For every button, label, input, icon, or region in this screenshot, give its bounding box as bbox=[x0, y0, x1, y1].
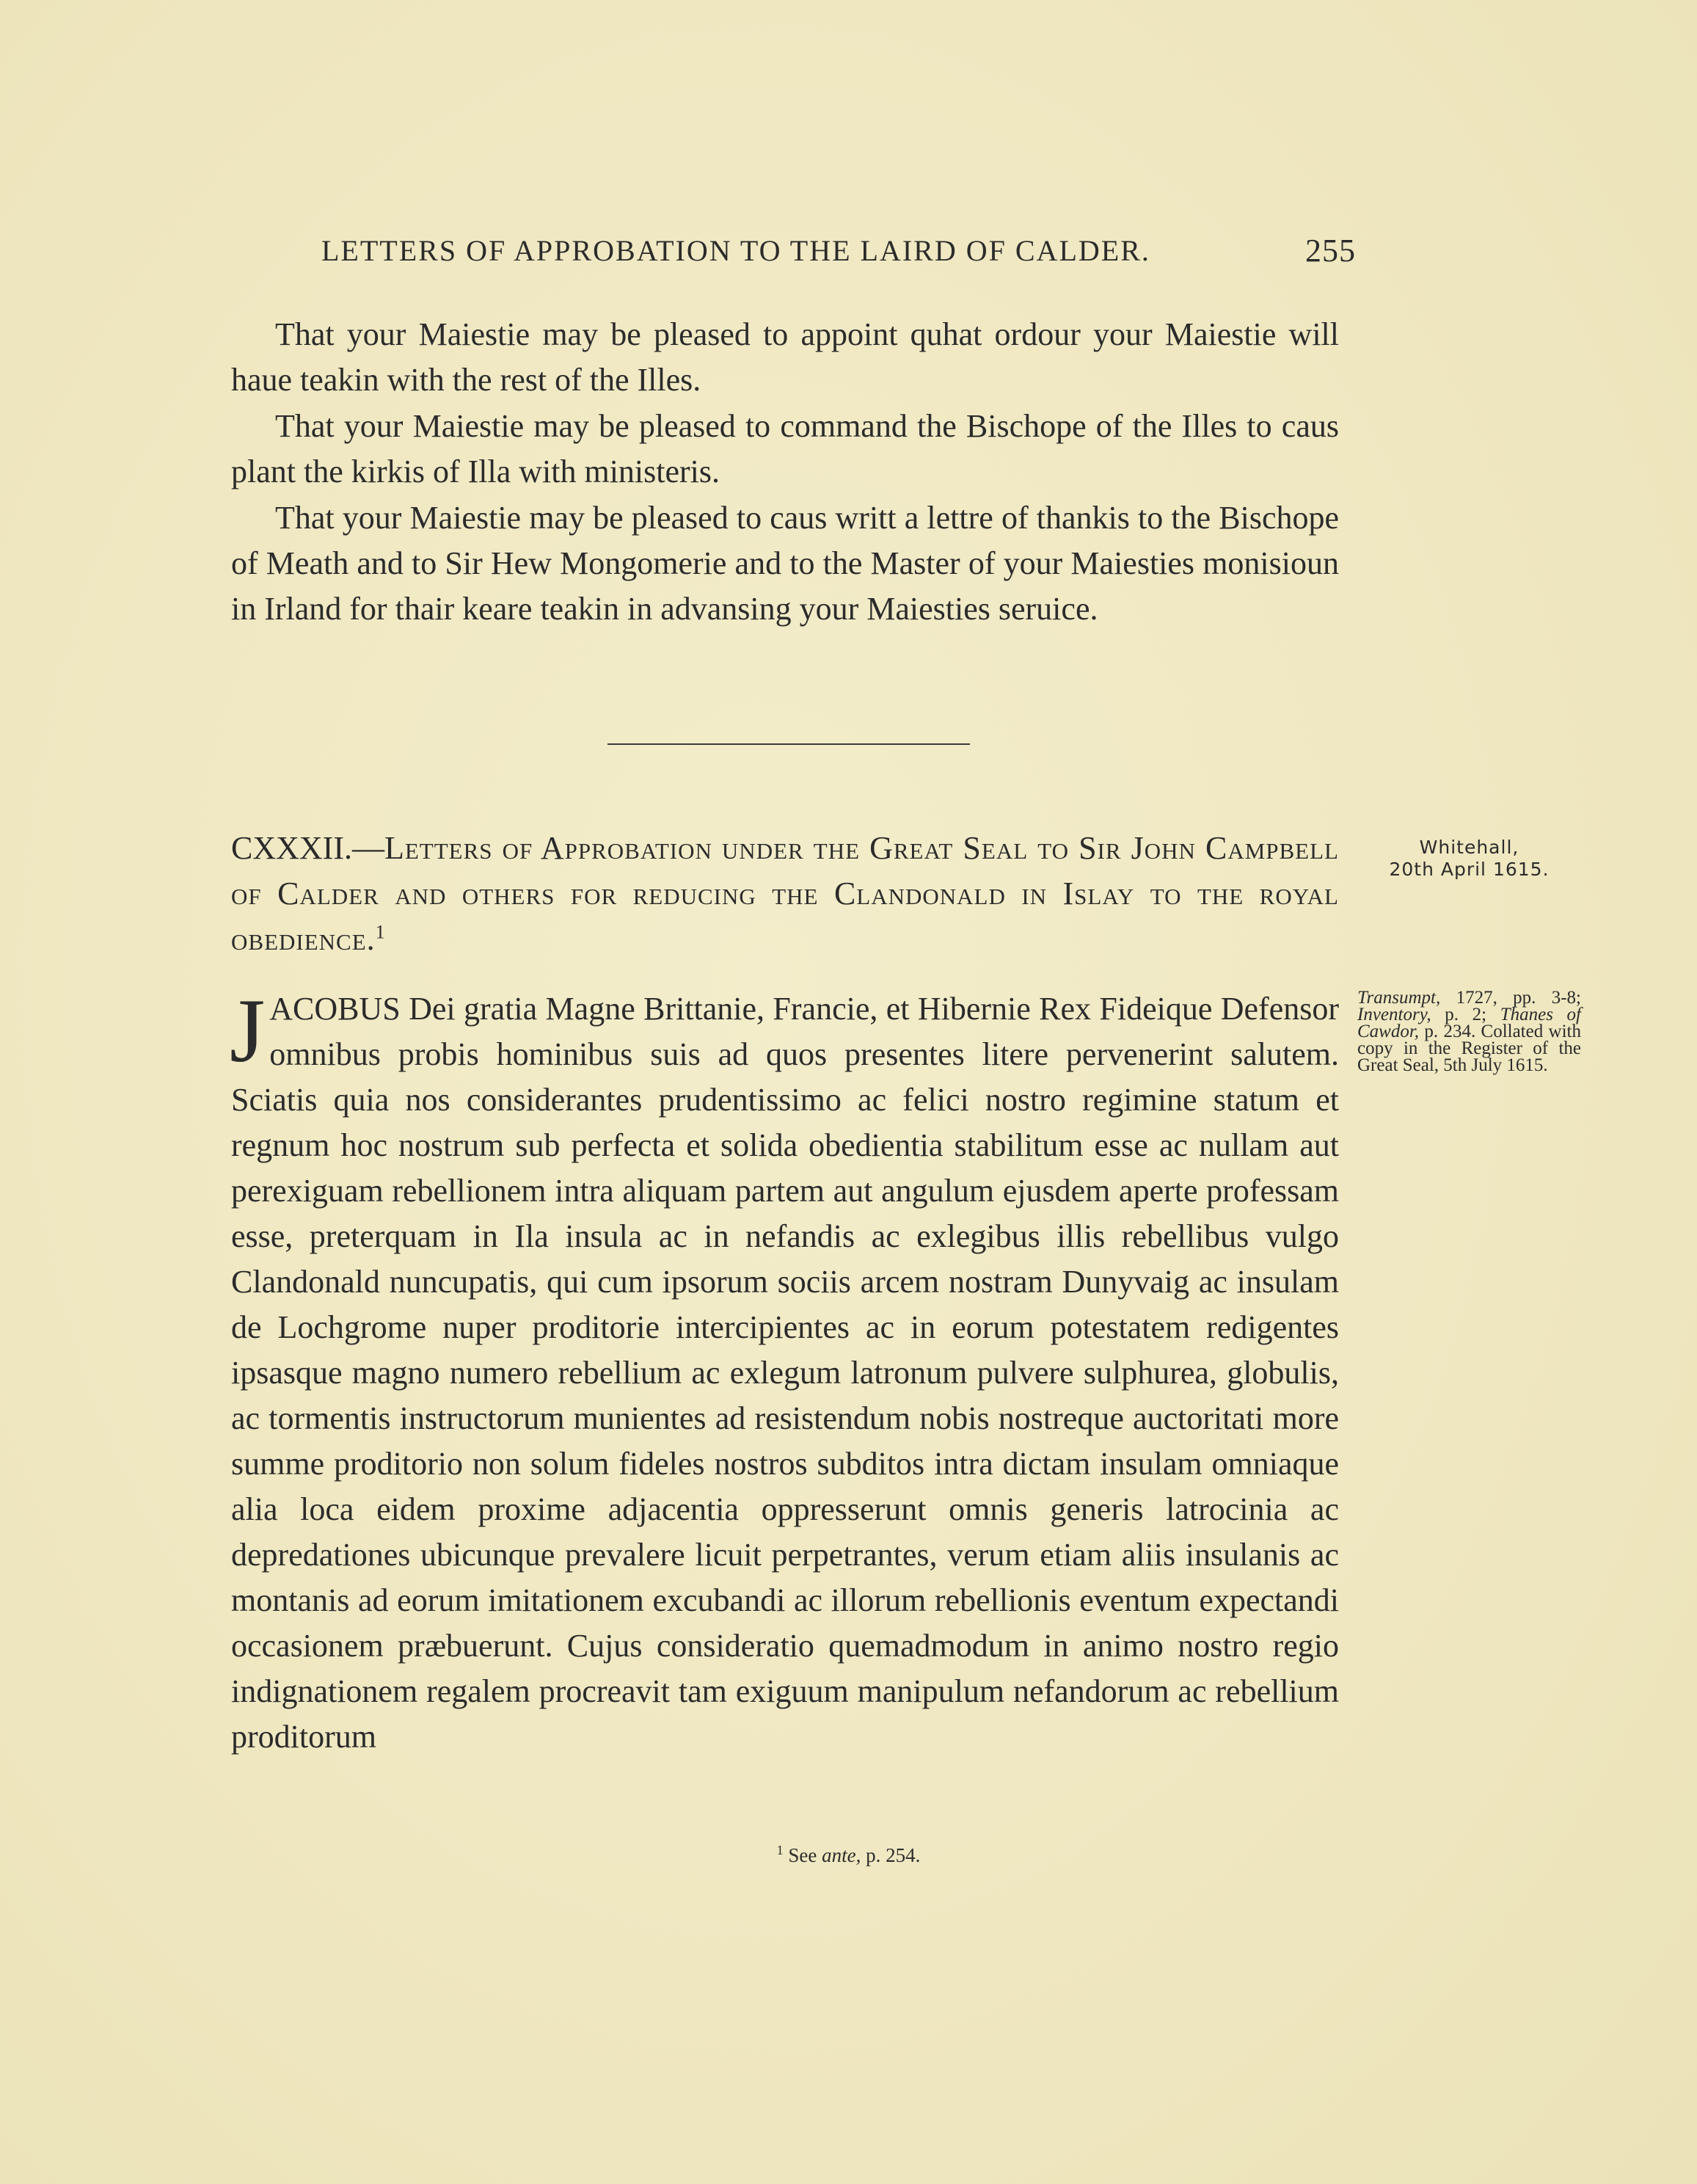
paragraph-1: That your Maiestie may be pleased to appoint quhat ordour your Maiestie will haue teakin with the rest of the Illes. bbox=[231, 316, 1339, 398]
source-thanes: Thanes of Cawdor, bbox=[1357, 1005, 1581, 1041]
section-dash: — bbox=[351, 830, 384, 866]
section-title: Letters of Approbation under the Great Seal to Sir John Campbell of Calder and others for reducing the Clandonald in Islay to the royal obedience. bbox=[231, 830, 1339, 957]
source-text-2: p. 2; bbox=[1431, 1005, 1500, 1024]
source-text-3: p. 234. Collated with copy in the Register of the Great Seal, 5th July 1615. bbox=[1357, 1022, 1581, 1075]
footnote-suffix: p. 254. bbox=[861, 1844, 921, 1866]
source-transumpt: Transumpt, bbox=[1357, 988, 1441, 1008]
running-head-title: LETTERS OF APPROBATION TO THE LAIRD OF CALDER. bbox=[321, 234, 1150, 267]
footnote-marker: 1 bbox=[776, 1843, 784, 1857]
margin-note-date-text: 20th April 1615. bbox=[1389, 859, 1550, 880]
section-number: CXXXII. bbox=[231, 830, 352, 866]
section-divider-rule bbox=[607, 743, 970, 745]
margin-note-place: Whitehall, bbox=[1419, 837, 1519, 858]
footnote-italic: ante, bbox=[822, 1844, 861, 1866]
margin-note-date bbox=[1357, 837, 1581, 881]
paragraph-2: That your Maiestie may be pleased to command the Bischope of the Illes to caus plant the kirkis of Illa with ministeris. bbox=[231, 408, 1339, 489]
footnote-prefix: See bbox=[788, 1844, 822, 1866]
margin-note-source bbox=[1357, 989, 1581, 1074]
charter-body: ACOBUS Dei gratia Magne Brittanie, Francie, et Hibernie Rex Fideique Defensor omnibus probis hominibus suis ad quos presentes litere pervenerint salutem. Sciatis quia nos considerantes prudentissimo ac felici nostro regimine statum et regnum hoc nostrum sub perfecta et solida obedientia stabilitum esse ac nullam aut perexiguam rebellionem intra aliquam partem aut angulum ejusdem aperte professam esse, preterquam in Ila insula ac in nefandis ac exlegibus illis rebellibus vulgo Clandonald nuncupatis, qui cum ipsorum sociis arcem nostram Dunyvaig ac insulam de Lochgrome nuper proditorie intercipientes ac in eorum potestatem redigentes ipsasque magno numero rebellium ac exlegum latronum pulvere sulphurea, globulis, ac tormentis instructorum munientes ad resistendum nobis nostreque auctoritati more summe proditorio non solum fideles nostros subditos intra dictam insulam omniaque alia loca eidem proxime adjacentia oppresserunt omnis generis latrocinia ac depredationes ubicunque prevalere licuit perpetrantes, verum etiam aliis insulanis ac montanis ad eorum imitationem excubandi ac illorum rebellionis eventum expectandi occasionem præbuerunt. Cujus consideratio quemadmodum in animo nostro regio indignationem regalem procreavit tam exiguum manipulum nefandorum ac rebellium proditorum bbox=[231, 991, 1339, 1755]
paragraph-3: That your Maiestie may be pleased to caus writt a lettre of thankis to the Bischope of Meath and to Sir Hew Mongomerie and to the Master of your Maiesties monisioun in Irland for thair keare teakin in advansing your Maiesties seruice. bbox=[231, 500, 1339, 627]
source-inventory: Inventory, bbox=[1357, 1005, 1431, 1024]
page-number: 255 bbox=[1305, 233, 1356, 269]
charter-text bbox=[230, 980, 1339, 1760]
footnote-reference: 1 bbox=[375, 921, 385, 943]
section-heading bbox=[231, 826, 1339, 962]
drop-cap-initial: J bbox=[230, 980, 266, 1081]
source-text-1: 1727, pp. 3-8; bbox=[1440, 988, 1581, 1008]
footnote bbox=[0, 1842, 1697, 1868]
running-head bbox=[321, 229, 1356, 273]
